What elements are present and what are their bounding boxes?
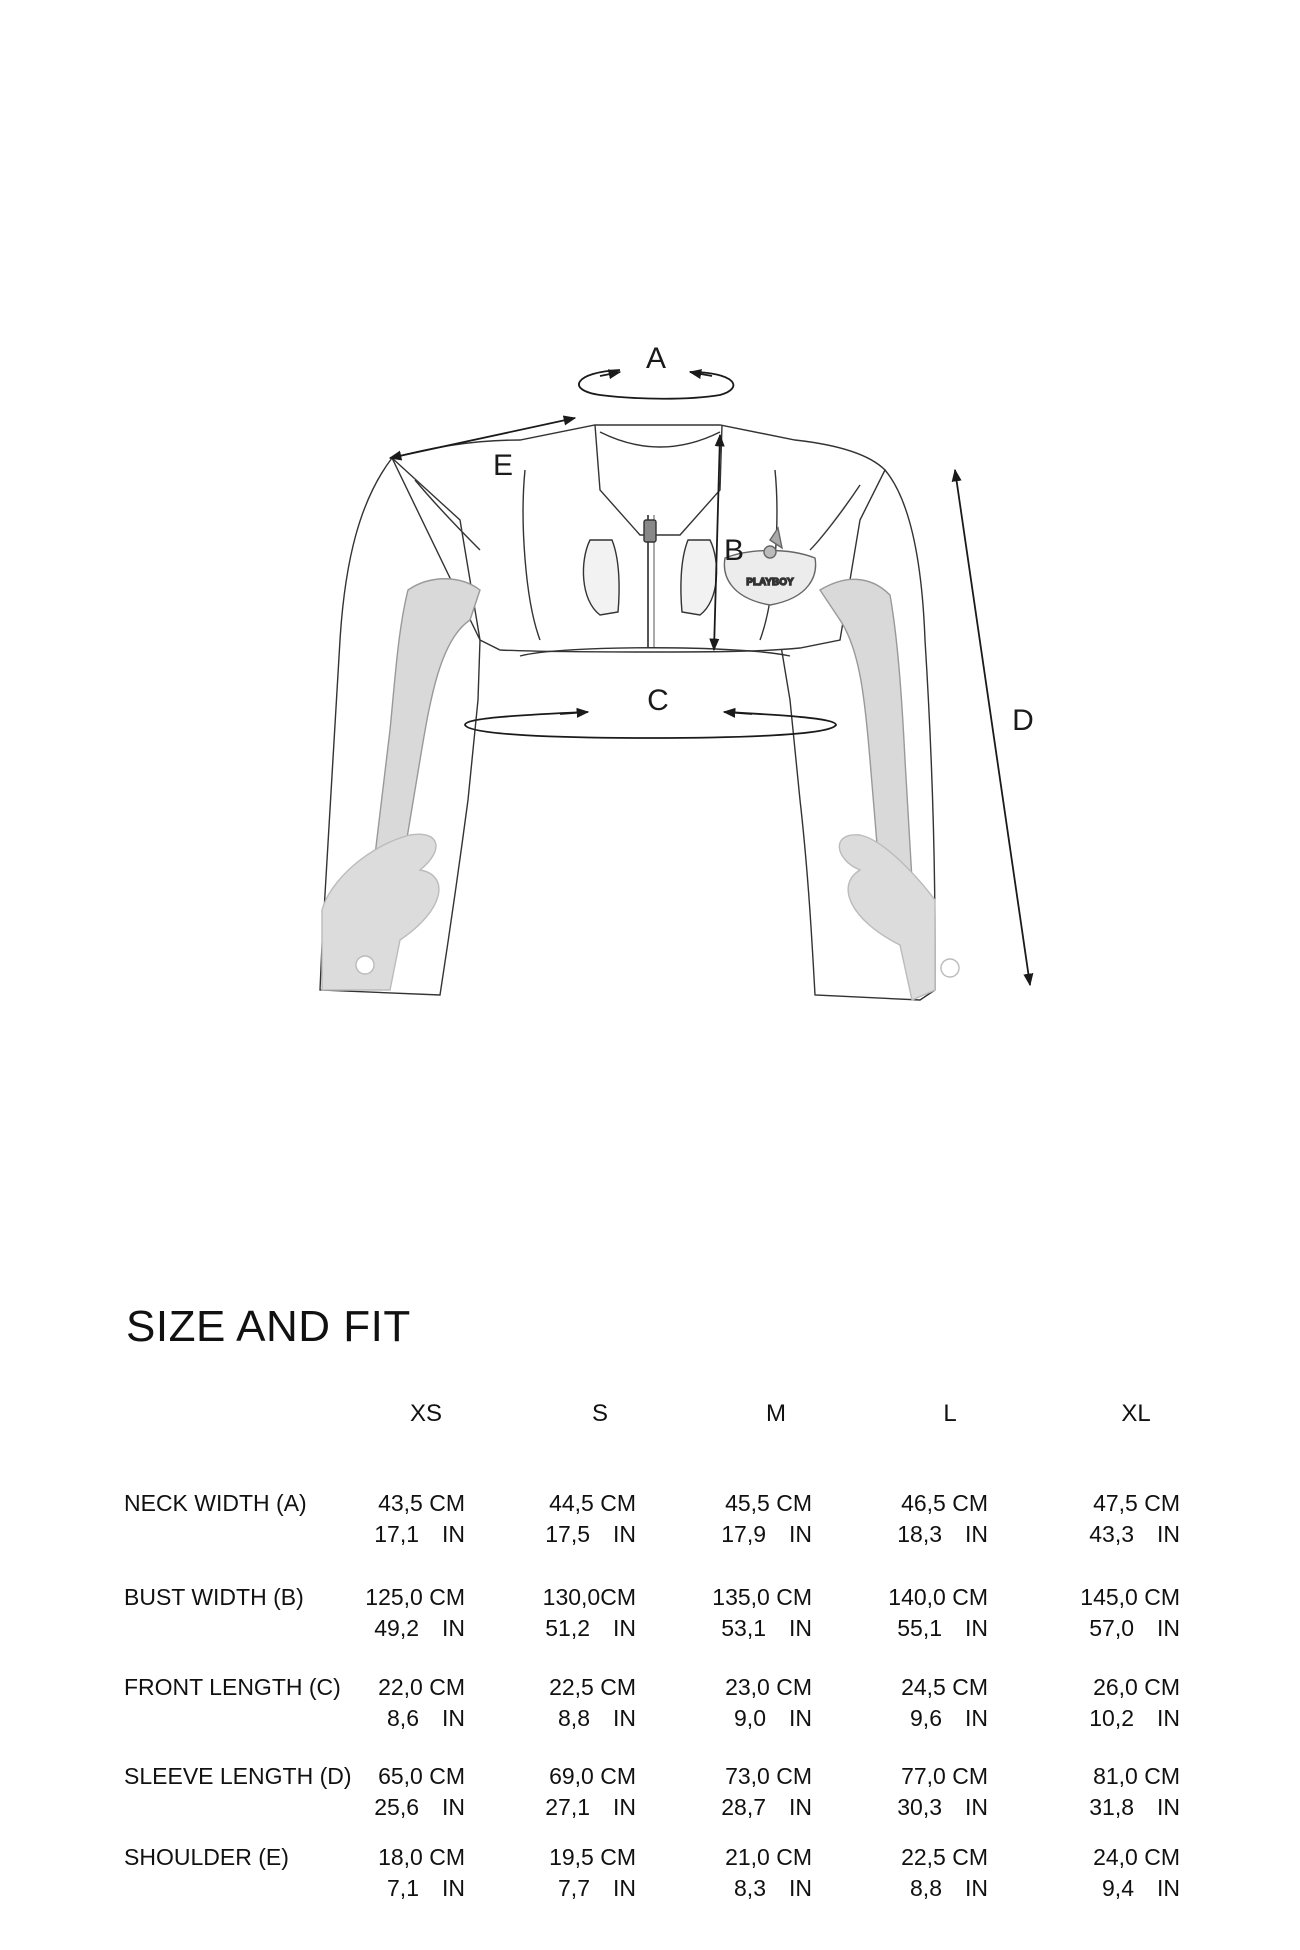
cell-in-unit: IN [442, 1615, 465, 1641]
cell-in-unit: IN [442, 1521, 465, 1547]
size-header-xl: XL [1121, 1400, 1151, 1427]
cell-in [387, 1875, 465, 1902]
cell-in-value: 49,2 [374, 1615, 419, 1641]
cell-cm: 69,0 CM [549, 1763, 636, 1789]
cell-in-value: 31,8 [1089, 1794, 1134, 1820]
cell-in-unit: IN [442, 1875, 465, 1901]
cell-cm: 125,0 CM [365, 1584, 465, 1610]
cell-in-unit: IN [1157, 1521, 1180, 1547]
size-header-xs: XS [409, 1400, 443, 1427]
cell-cm: 22,0 CM [378, 1674, 465, 1700]
cell-in-unit: IN [789, 1875, 812, 1901]
cell-in-unit: IN [965, 1521, 988, 1547]
cell-in-unit: IN [613, 1521, 636, 1547]
row-label: BUST WIDTH (B) [124, 1584, 304, 1610]
jacket-illustration [320, 425, 959, 1000]
cell-in [387, 1705, 465, 1732]
cell-in-value: 9,4 [1102, 1875, 1134, 1901]
cell-in-unit: IN [965, 1875, 988, 1901]
cell-in-value: 17,5 [545, 1521, 590, 1547]
cell-in [734, 1875, 812, 1902]
cell-in [734, 1705, 812, 1732]
cell-in-value: 51,2 [545, 1615, 590, 1641]
cell-in [910, 1875, 988, 1902]
cell-in [545, 1794, 636, 1821]
cell-in-value: 18,3 [897, 1521, 942, 1547]
row-label: FRONT LENGTH (C) [124, 1674, 341, 1700]
cell-cm: 140,0 CM [888, 1584, 988, 1610]
size-and-fit-title: SIZE AND FIT [126, 1302, 411, 1351]
cell-in [545, 1615, 636, 1642]
cell-in-value: 9,6 [910, 1705, 942, 1731]
cell-in [558, 1875, 636, 1902]
label-c: C [647, 684, 669, 717]
cell-in [721, 1794, 812, 1821]
cell-in [1089, 1705, 1180, 1732]
cell-in-value: 17,9 [721, 1521, 766, 1547]
cell-in-unit: IN [789, 1615, 812, 1641]
cell-in-unit: IN [965, 1794, 988, 1820]
cell-in-value: 57,0 [1089, 1615, 1134, 1641]
cell-in-unit: IN [442, 1705, 465, 1731]
cell-in [721, 1521, 812, 1548]
cell-cm: 43,5 CM [378, 1490, 465, 1516]
cell-cm: 45,5 CM [725, 1490, 812, 1516]
cell-in-unit: IN [613, 1615, 636, 1641]
row-label: SHOULDER (E) [124, 1844, 289, 1870]
cell-in-value: 8,6 [387, 1705, 419, 1731]
cell-in-value: 10,2 [1089, 1705, 1134, 1731]
row-label: NECK WIDTH (A) [124, 1490, 307, 1516]
label-b: B [723, 534, 745, 567]
cell-in-unit: IN [789, 1521, 812, 1547]
cell-in-unit: IN [789, 1705, 812, 1731]
cell-cm: 46,5 CM [901, 1490, 988, 1516]
cell-in-value: 53,1 [721, 1615, 766, 1641]
cell-in-unit: IN [1157, 1615, 1180, 1641]
cell-in-value: 8,8 [558, 1705, 590, 1731]
cell-cm: 73,0 CM [725, 1763, 812, 1789]
cell-in-value: 30,3 [897, 1794, 942, 1820]
cell-in [558, 1705, 636, 1732]
cell-in-value: 8,8 [910, 1875, 942, 1901]
cell-cm: 77,0 CM [901, 1763, 988, 1789]
cell-in [1102, 1875, 1180, 1902]
cell-in-unit: IN [613, 1705, 636, 1731]
cell-cm: 135,0 CM [712, 1584, 812, 1610]
label-d: D [1012, 704, 1034, 737]
cell-in-unit: IN [965, 1705, 988, 1731]
cell-cm: 81,0 CM [1093, 1763, 1180, 1789]
cell-in-unit: IN [613, 1875, 636, 1901]
cell-in-value: 28,7 [721, 1794, 766, 1820]
cell-in-value: 25,6 [374, 1794, 419, 1820]
cell-in-value: 43,3 [1089, 1521, 1134, 1547]
size-header-s: S [591, 1400, 609, 1427]
cell-in-value: 55,1 [897, 1615, 942, 1641]
cell-in-unit: IN [1157, 1875, 1180, 1901]
cell-cm: 19,5 CM [549, 1844, 636, 1870]
cell-in-unit: IN [1157, 1794, 1180, 1820]
cell-in-value: 9,0 [734, 1705, 766, 1731]
cell-in [374, 1521, 465, 1548]
cell-cm: 26,0 CM [1093, 1674, 1180, 1700]
cell-in-unit: IN [1157, 1705, 1180, 1731]
cell-in [374, 1615, 465, 1642]
cell-in [1089, 1615, 1180, 1642]
cell-cm: 23,0 CM [725, 1674, 812, 1700]
cell-in-unit: IN [965, 1615, 988, 1641]
label-e: E [492, 449, 514, 482]
cell-in [897, 1521, 988, 1548]
cell-cm: 44,5 CM [549, 1490, 636, 1516]
row-label: SLEEVE LENGTH (D) [124, 1763, 352, 1789]
cell-in-value: 17,1 [374, 1521, 419, 1547]
cell-in [1089, 1521, 1180, 1548]
cell-cm: 145,0 CM [1080, 1584, 1180, 1610]
cell-in-unit: IN [789, 1794, 812, 1820]
cell-cm: 22,5 CM [549, 1674, 636, 1700]
zipper-pull [644, 520, 656, 542]
cell-cm: 24,0 CM [1093, 1844, 1180, 1870]
cell-cm: 21,0 CM [725, 1844, 812, 1870]
cell-in-value: 7,7 [558, 1875, 590, 1901]
svg-text:PLAYBOY: PLAYBOY [746, 577, 794, 588]
cell-cm: 24,5 CM [901, 1674, 988, 1700]
cell-in-value: 8,3 [734, 1875, 766, 1901]
cell-in [721, 1615, 812, 1642]
cell-in [897, 1794, 988, 1821]
cell-cm: 18,0 CM [378, 1844, 465, 1870]
cell-in-unit: IN [442, 1794, 465, 1820]
cell-in [545, 1521, 636, 1548]
cell-cm: 22,5 CM [901, 1844, 988, 1870]
cell-cm: 130,0CM [542, 1584, 636, 1610]
cell-in [910, 1705, 988, 1732]
size-header-l: L [943, 1400, 957, 1427]
cell-in [897, 1615, 988, 1642]
cell-in-value: 27,1 [545, 1794, 590, 1820]
cell-cm: 65,0 CM [378, 1763, 465, 1789]
size-header-m: M [766, 1400, 786, 1427]
cell-in-unit: IN [613, 1794, 636, 1820]
cell-in [1089, 1794, 1180, 1821]
cell-cm: 47,5 CM [1093, 1490, 1180, 1516]
cell-in [374, 1794, 465, 1821]
label-a: A [645, 342, 667, 375]
cell-in-value: 7,1 [387, 1875, 419, 1901]
